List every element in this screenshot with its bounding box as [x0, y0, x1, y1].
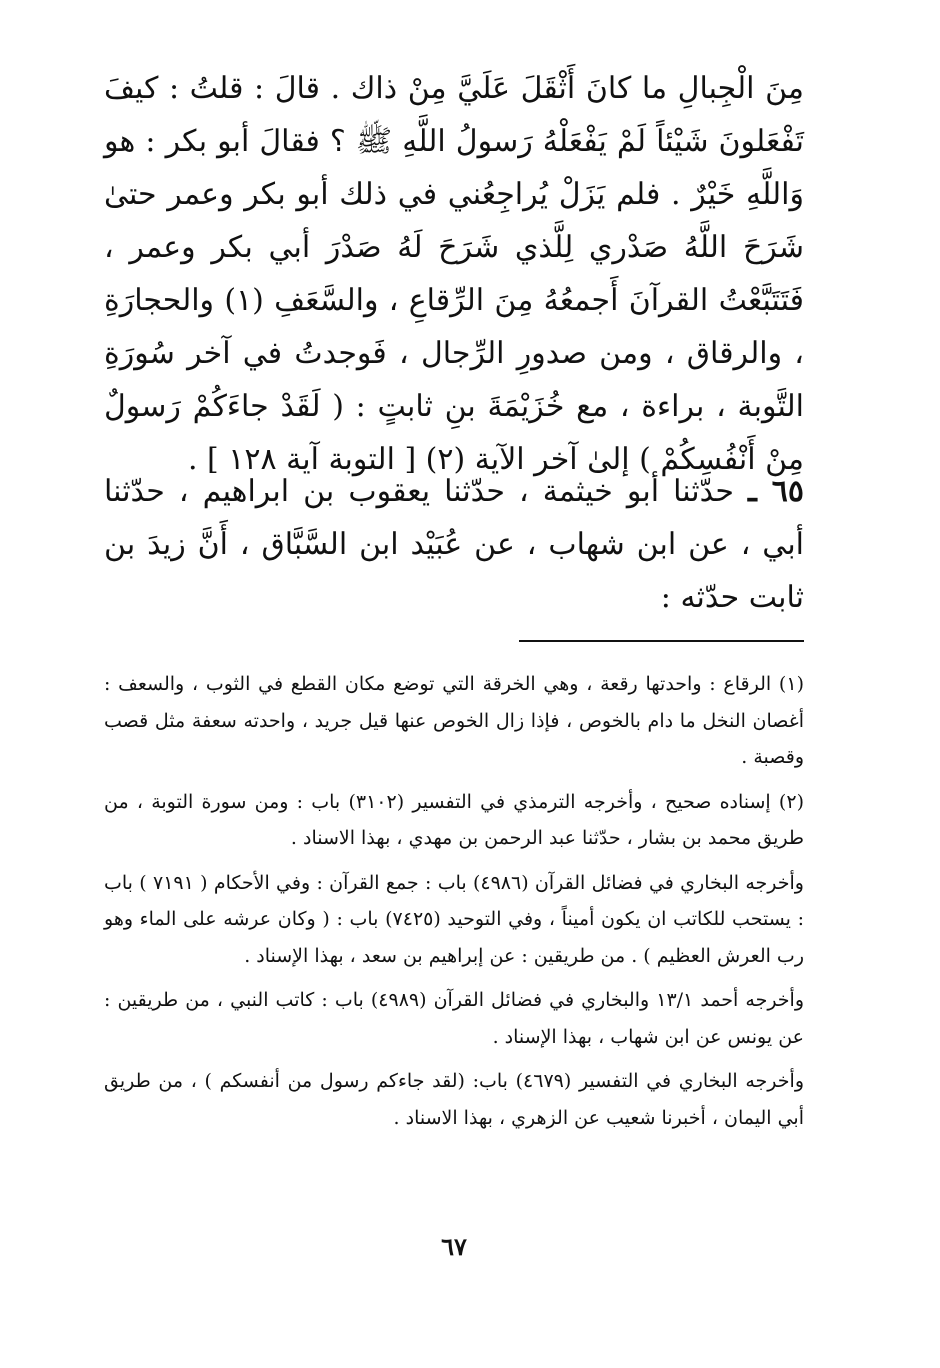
hadith-block	[104, 465, 804, 624]
footnote-2: (٢) إسناده صحيح ، وأخرجه الترمذي في التفسير (٣١٠٢) باب : ومن سورة التوبة ، من طريق محمد بن بشار ، حدّثنا عبد الرحمن بن مهدي ، بهذا الاسناد .	[104, 790, 804, 849]
main-passage	[104, 62, 804, 486]
footnote-1: (١) الرقاع : واحدتها رقعة ، وهي الخرقة التي توضع مكان القطع في الثوب ، والسعف : أغصان النخل ما دام بالخوص ، فإذا زال الخوص عنها قيل جريد ، واحدته سعفة مثل قصب وقصبة .	[104, 673, 804, 768]
hadith-text: حدّثنا أبو خيثمة ، حدّثنا يعقوب بن ابراهيم ، حدّثنا أبي ، عن ابن شهاب ، عن عُبَيْد ابن السَّبَّاق ، أَنَّ زيدَ بن ثابت حدّثه :	[104, 474, 804, 615]
hadith-number: ٦٥ ـ	[748, 474, 805, 509]
footnotes	[104, 666, 804, 1144]
footnote-2-continued-b: وأخرجه أحمد ١٣/١ والبخاري في فضائل القرآن (٤٩٨٩) باب : كاتب النبي ، من طريقين : عن يونس عن ابن شهاب ، بهذا الإسناد .	[104, 989, 804, 1048]
footnote-divider	[519, 640, 804, 642]
footnote-2-continued-c: وأخرجه البخاري في التفسير (٤٦٧٩) باب: (لقد جاءكم رسول من أنفسكم ) ، من طريق أبي اليمان ، أخبرنا شعيب عن الزهري ، بهذا الاسناد .	[104, 1070, 804, 1129]
page-number: ٦٧	[441, 1232, 467, 1261]
main-passage-text: مِنَ الْجِبالِ ما كانَ أَثْقَلَ عَلَيَّ مِنْ ذاك . قالَ : قلتُ : كيفَ تَفْعَلونَ شَيْئاً لَمْ يَفْعَلْهُ رَسولُ اللَّهِ ﷺ ؟ فقالَ أبو بكر : هو وَاللَّهِ خَيْرٌ . فلم يَزَلْ يُراجِعُني في ذلك أبو بكر وعمر حتىٰ شَرَحَ اللَّهُ صَدْري لِلَّذي شَرَحَ لَهُ صَدْرَ أبي بكر وعمر ، فَتَتَبَّعْتُ القرآنَ أَجمعُهُ مِنَ الرِّقاعِ ، والسَّعَفِ (١) والحجارَةِ ، والرقاق ، ومن صدورِ الرِّجال ، فَوجدتُ في آخر سُورَةِ التَّوبة ، براءة ، مع خُزَيْمَةَ بنِ ثابتٍ : ( لَقَدْ جاءَكُمْ رَسولٌ مِنْ أَنْفُسِكُمْ ) إلىٰ آخر الآية (٢) [ التوبة آية ١٢٨ ] .	[104, 71, 804, 477]
footnote-2-continued-a: وأخرجه البخاري في فضائل القرآن (٤٩٨٦) باب : جمع القرآن : وفي الأحكام ( ٧١٩١ ) باب : يستحب للكاتب ان يكون أميناً ، وفي التوحيد (٧٤٢٥) باب : ( وكان عرشه على الماء وهو رب العرش العظيم ) . من طريقين : عن إبراهيم بن سعد ، بهذا الإسناد .	[104, 871, 804, 967]
